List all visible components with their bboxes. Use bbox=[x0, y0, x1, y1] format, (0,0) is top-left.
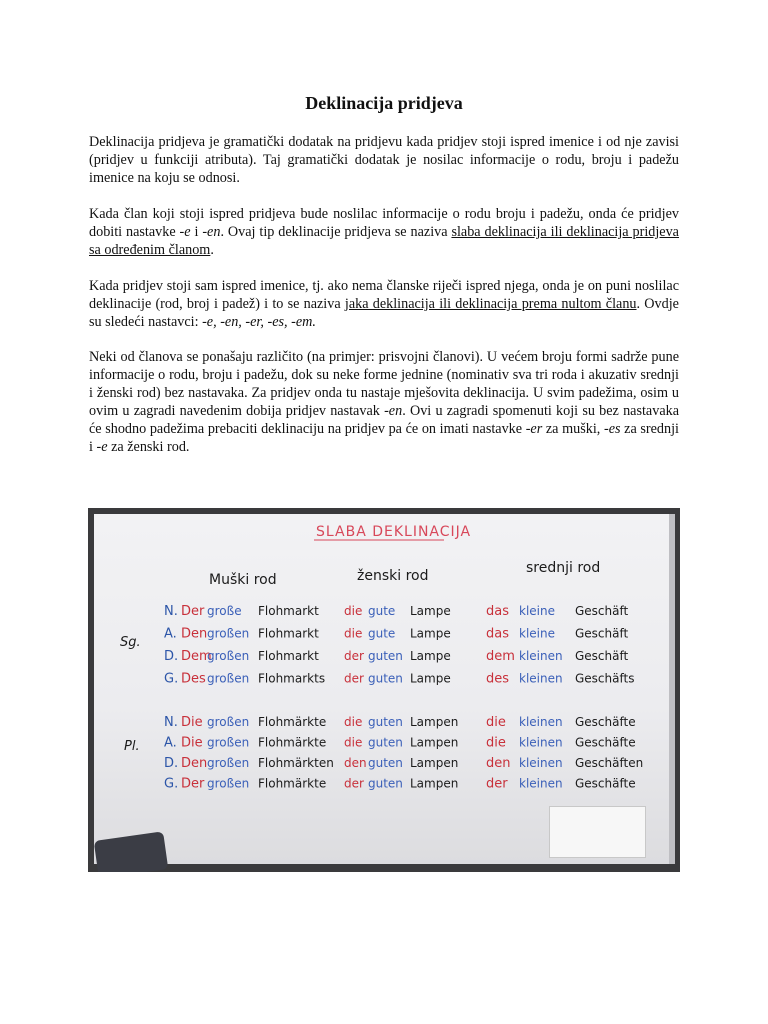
paragraph-strong-declension bbox=[89, 277, 679, 331]
column-header-feminine: ženski rod bbox=[357, 568, 429, 584]
cell-case: N. bbox=[164, 604, 178, 619]
cell-f-adj: guten bbox=[368, 715, 403, 729]
cell-m-art: Die bbox=[181, 715, 203, 730]
cell-m-noun: Flohmarkt bbox=[258, 626, 319, 641]
whiteboard-photo bbox=[88, 508, 680, 872]
cell-case: A. bbox=[164, 735, 177, 751]
text-span: za muški, bbox=[542, 421, 604, 437]
cell-n-noun: Geschäfts bbox=[575, 671, 635, 686]
cell-f-adj: guten bbox=[368, 756, 403, 770]
cell-f-art: der bbox=[344, 776, 364, 791]
ending-e: -e bbox=[179, 224, 191, 240]
cell-m-adj: große bbox=[207, 604, 242, 618]
cell-f-art: die bbox=[344, 626, 363, 641]
cell-n-art: des bbox=[486, 671, 510, 687]
cell-f-adj: guten bbox=[368, 776, 403, 791]
cell-f-art: der bbox=[344, 649, 364, 663]
text-span: . Ovdje su sledeći nastavci: bbox=[89, 296, 679, 330]
cell-m-noun: Flohmärkte bbox=[258, 776, 327, 791]
cell-n-adj: kleinen bbox=[519, 735, 563, 750]
cell-f-adj: guten bbox=[368, 735, 403, 750]
cell-m-adj: großen bbox=[207, 671, 250, 686]
label-singular: Sg. bbox=[120, 635, 141, 650]
whiteboard bbox=[94, 514, 675, 864]
ending-es: -es bbox=[603, 421, 621, 437]
paragraph-definition: Deklinacija pridjeva je gramatički dodatak na pridjevu kada pridjev stoji ispred imenice i od nje zavisi (pridjev u funkciji atributa). Taj gramatički dodatak je nosilac informacije o rodu, broju i padežu imenice na koju se odnosi. bbox=[89, 134, 679, 186]
text-span: Kada član koji stoji ispred pridjeva bude noslilac informacije o rodu broju i padežu, onda će pridjev dobiti nastavke bbox=[89, 206, 679, 240]
strong-endings: -e, -en, -er, -es, -em. bbox=[202, 314, 316, 330]
document-title: Deklinacija pridjeva bbox=[305, 93, 463, 113]
cell-n-art: das bbox=[486, 604, 509, 619]
text-span: . Ovaj tip deklinacije pridjeva se naziva bbox=[220, 224, 452, 240]
cell-m-adj: großen bbox=[207, 776, 250, 791]
cell-f-noun: Lampen bbox=[410, 776, 459, 791]
cell-f-noun: Lampe bbox=[410, 626, 451, 641]
cell-m-noun: Flohmärkten bbox=[258, 756, 334, 770]
cell-n-art: dem bbox=[486, 649, 515, 664]
paragraph-mixed-declension bbox=[89, 348, 679, 456]
cell-n-art: das bbox=[486, 626, 509, 642]
cell-n-adj: kleinen bbox=[519, 776, 563, 791]
text-span: Neki od članova se ponašaju različito (na primjer: prisvojni članovi). U većem broju formi sadrže pune informacije o rodu, broju i padežu, dok su neke forme jednine (nominativ sva tri roda i akuzativ srednji i ženski rod) bez nastavaka. Za pridjev onda tu nastaje mješovita deklinacija. U svim padežima, osim u ovim u zagradi navedenim dobija pridjev nastavak bbox=[89, 349, 679, 419]
cell-n-noun: Geschäft bbox=[575, 604, 629, 618]
cell-m-art: Der bbox=[181, 776, 205, 792]
cell-n-adj: kleinen bbox=[519, 715, 563, 729]
text-span: Kada pridjev stoji sam ispred imenice, tj. ako nema članske riječi ispred njega, onda je on puni noslilac deklinacije (rod, broj i padež) i to se naziva bbox=[89, 278, 679, 312]
cell-f-noun: Lampe bbox=[410, 604, 451, 618]
cell-n-noun: Geschäft bbox=[575, 626, 629, 641]
cell-f-adj: guten bbox=[368, 649, 403, 663]
cell-f-noun: Lampen bbox=[410, 756, 459, 770]
cell-n-adj: kleine bbox=[519, 626, 555, 641]
cell-m-art: Den bbox=[181, 626, 208, 642]
cell-n-noun: Geschäfte bbox=[575, 715, 636, 729]
cell-n-adj: kleinen bbox=[519, 756, 563, 770]
cell-m-noun: Flohmarkts bbox=[258, 671, 326, 686]
ending-en: -en bbox=[384, 403, 403, 419]
cell-m-noun: Flohmarkt bbox=[258, 649, 319, 663]
cell-case: D. bbox=[164, 649, 179, 664]
text-span: . bbox=[210, 242, 214, 258]
text-span: za ženski rod. bbox=[107, 439, 190, 455]
cell-f-noun: Lampen bbox=[410, 715, 459, 729]
cell-m-noun: Flohmärkte bbox=[258, 715, 327, 729]
column-header-neuter: srednji rod bbox=[526, 560, 601, 576]
cell-f-art: die bbox=[344, 604, 363, 618]
ending-e: -e bbox=[96, 439, 108, 455]
cell-n-art: die bbox=[486, 735, 506, 751]
cell-m-adj: großen bbox=[207, 756, 250, 770]
label-plural: Pl. bbox=[124, 739, 140, 754]
text-span: za srednji i bbox=[89, 421, 679, 455]
cell-m-art: Den bbox=[181, 756, 208, 771]
cell-n-art: die bbox=[486, 715, 506, 730]
cell-m-adj: großen bbox=[207, 649, 250, 663]
cell-case: A. bbox=[164, 626, 177, 642]
cell-f-adj: gute bbox=[368, 626, 396, 641]
paper-sheet bbox=[549, 806, 646, 858]
cell-f-noun: Lampe bbox=[410, 649, 451, 663]
cell-n-art: den bbox=[486, 756, 511, 771]
cell-n-noun: Geschäfte bbox=[575, 735, 636, 750]
cell-f-art: den bbox=[344, 756, 367, 770]
cell-m-art: Des bbox=[181, 671, 206, 687]
weak-declension-term: slaba deklinacija ili deklinacija pridjeva sa određenim članom bbox=[89, 224, 679, 258]
paragraph-weak-declension bbox=[89, 205, 679, 259]
cell-f-noun: Lampen bbox=[410, 735, 459, 750]
cell-n-adj: kleine bbox=[519, 604, 555, 618]
cell-f-adj: guten bbox=[368, 671, 403, 686]
ending-er: -er bbox=[525, 421, 543, 437]
cell-case: G. bbox=[164, 671, 179, 687]
strong-declension-term: jaka deklinacija ili deklinacija prema nultom članu bbox=[344, 296, 637, 312]
cell-f-art: die bbox=[344, 715, 363, 729]
cell-n-adj: kleinen bbox=[519, 671, 563, 686]
cell-m-adj: großen bbox=[207, 626, 250, 641]
cell-m-adj: großen bbox=[207, 735, 250, 750]
cell-m-art: Der bbox=[181, 604, 205, 619]
cell-m-art: Dem bbox=[181, 649, 212, 664]
column-header-masculine: Muški rod bbox=[209, 572, 277, 588]
text-span: . Ovi u zagradi spomenuti koji su bez nastavaka će shodno padežima prebaciti deklinaciju na pridjev pa će on imati nastavke bbox=[89, 403, 680, 437]
cell-f-adj: gute bbox=[368, 604, 396, 618]
cell-m-noun: Flohmärkte bbox=[258, 735, 327, 750]
cell-case: G. bbox=[164, 776, 179, 792]
cell-case: N. bbox=[164, 715, 178, 730]
cell-m-noun: Flohmarkt bbox=[258, 604, 319, 618]
ending-en: -en bbox=[202, 224, 221, 240]
cell-f-art: der bbox=[344, 671, 364, 686]
cell-n-noun: Geschäft bbox=[575, 649, 629, 663]
declension-rows bbox=[164, 604, 643, 792]
cell-f-art: die bbox=[344, 735, 363, 750]
text-span: i bbox=[190, 224, 203, 240]
cell-n-adj: kleinen bbox=[519, 649, 563, 663]
whiteboard-heading: SLABA DEKLINACIJA bbox=[316, 524, 472, 540]
cell-n-art: der bbox=[486, 776, 508, 792]
cell-case: D. bbox=[164, 756, 179, 771]
cell-n-noun: Geschäfte bbox=[575, 776, 636, 791]
cell-n-noun: Geschäften bbox=[575, 756, 644, 770]
cell-m-adj: großen bbox=[207, 715, 250, 729]
cell-f-noun: Lampe bbox=[410, 671, 451, 686]
cell-m-art: Die bbox=[181, 735, 203, 751]
